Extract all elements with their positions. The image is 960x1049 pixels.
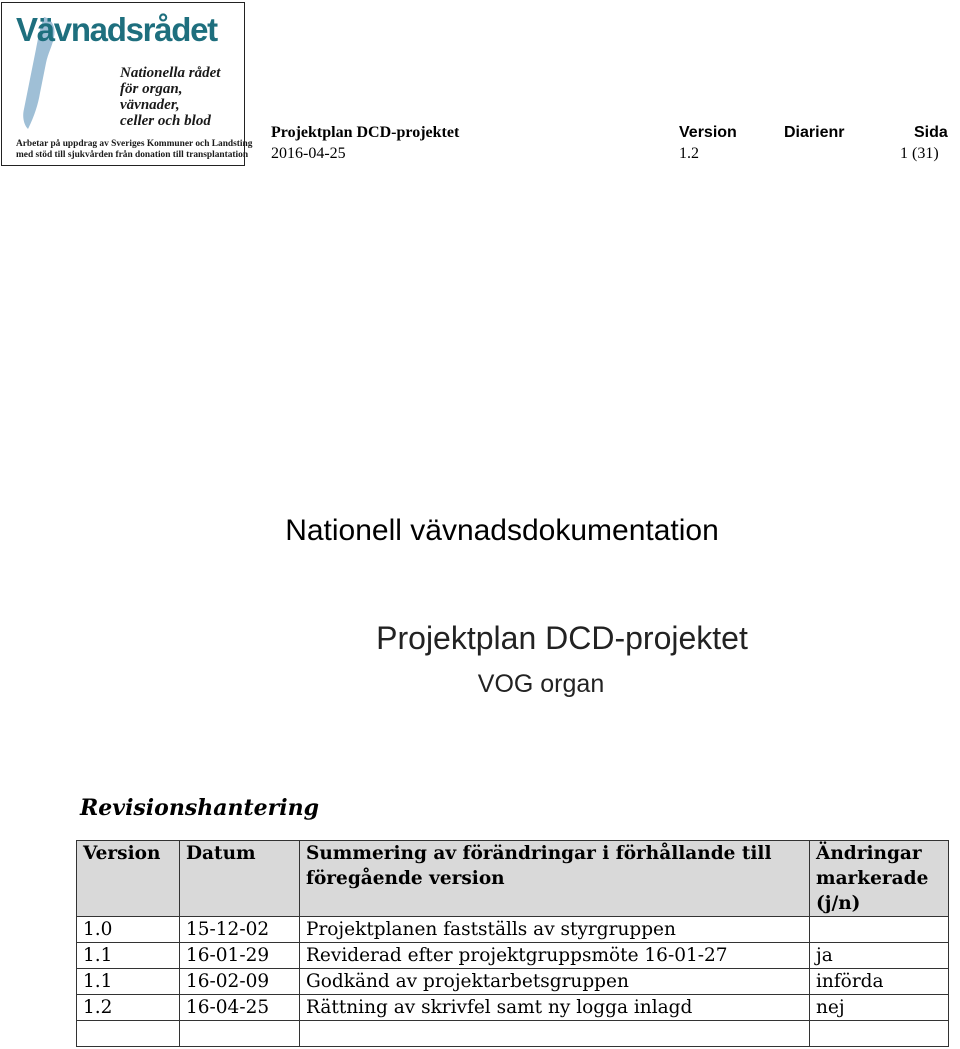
cell-changes-marked: nej: [810, 995, 949, 1021]
cell-date: 15-12-02: [180, 917, 300, 943]
header-diarienr-label: Diarienr: [784, 124, 845, 141]
header-date: 2016-04-25: [271, 145, 346, 162]
cell-summary: Godkänd av projektarbetsgruppen: [300, 969, 810, 995]
header-version-label: Version: [679, 124, 737, 141]
revision-table-header: [77, 841, 949, 917]
cell-changes-marked: [810, 917, 949, 943]
logo: [1, 2, 253, 166]
cell-version: 1.1: [77, 943, 180, 969]
revision-table: [76, 840, 949, 1047]
revision-heading: Revisionshantering: [80, 795, 319, 821]
cell-changes-marked: ja: [810, 943, 949, 969]
logo-footer: Arbetar på uppdrag av Sveriges Kommuner och Landsting med stöd till sjukvården från donation till transplantation: [16, 139, 253, 160]
cell-summary: [300, 1021, 810, 1047]
column-header-summary: Summering av förändringar i förhållande till föregående version: [300, 841, 810, 917]
logo-subtitle: Nationella rådet för organ, vävnader, celler och blod: [120, 65, 221, 129]
cell-date: 16-02-09: [180, 969, 300, 995]
cell-changes-marked: [810, 1021, 949, 1047]
cell-summary: Projektplanen fastställs av styrgruppen: [300, 917, 810, 943]
cell-version: 1.1: [77, 969, 180, 995]
cell-summary: Rättning av skrivfel samt ny logga inlagd: [300, 995, 810, 1021]
column-header-version: Version: [77, 841, 180, 917]
header-sida-label: Sida: [914, 124, 948, 141]
header-version-value: 1.2: [679, 145, 699, 162]
column-header-changes-marked: Ändringar markerade (j/n): [810, 841, 949, 917]
cell-version: 1.0: [77, 917, 180, 943]
header-sida-value: 1 (31): [900, 145, 939, 162]
logo-name: Vävnadsrådet: [16, 11, 217, 48]
cell-date: [180, 1021, 300, 1047]
cell-date: 16-04-25: [180, 995, 300, 1021]
header-doc-title: Projektplan DCD-projektet: [271, 124, 460, 141]
column-header-date: Datum: [180, 841, 300, 917]
table-row: [77, 995, 949, 1021]
table-row: [77, 969, 949, 995]
cell-summary: Reviderad efter projektgruppsmöte 16-01-27: [300, 943, 810, 969]
table-row: [77, 917, 949, 943]
cell-version: [77, 1021, 180, 1047]
document-title: Nationell vävnadsdokumentation: [285, 514, 719, 547]
table-row: [77, 943, 949, 969]
cell-version: 1.2: [77, 995, 180, 1021]
cell-changes-marked: införda: [810, 969, 949, 995]
document-subsubtitle: VOG organ: [477, 670, 605, 698]
document-subtitle: Projektplan DCD-projektet: [376, 620, 748, 656]
cell-date: 16-01-29: [180, 943, 300, 969]
table-row: [77, 1021, 949, 1047]
